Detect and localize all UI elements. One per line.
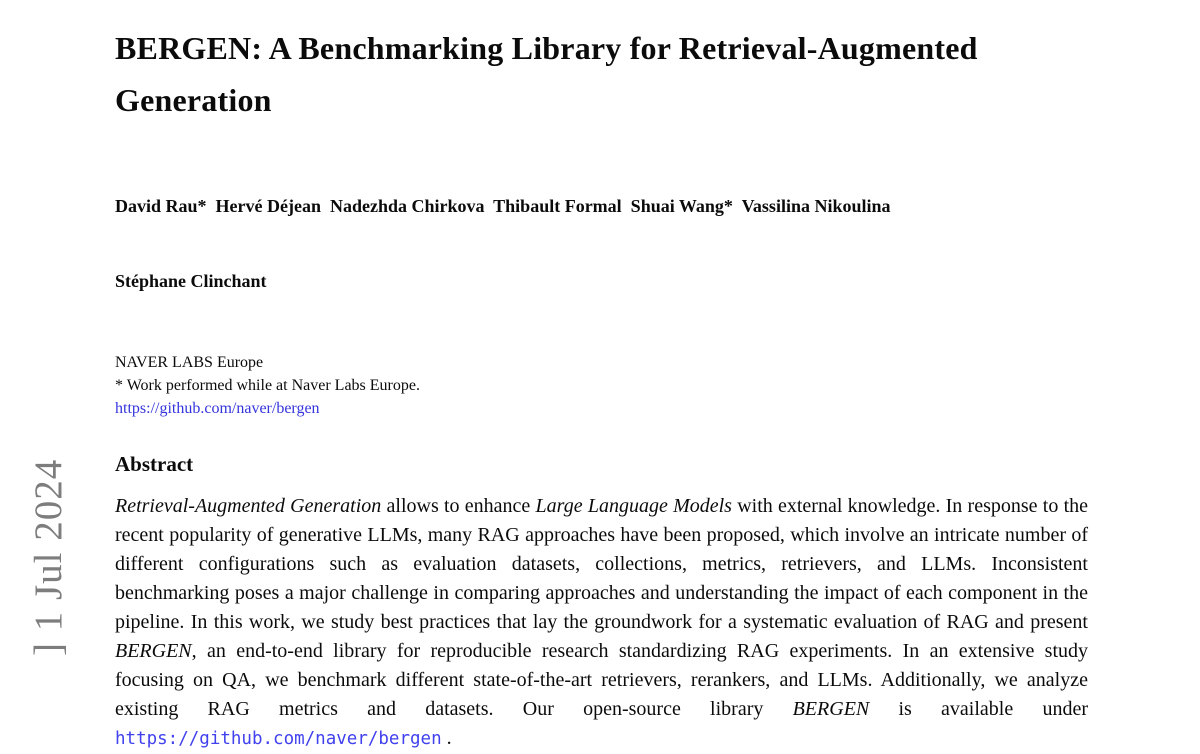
abstract-segment: Retrieval-Augmented Generation <box>115 495 382 517</box>
author-line-1: David Rau* Hervé Déjean Nadezhda Chirkova Thibault Formal Shuai Wang* Vassilina Nikoulina <box>115 196 891 216</box>
paper-title: BERGEN: A Benchmarking Library for Retrieval-Augmented Generation <box>115 30 978 118</box>
abstract-segment: allows to enhance <box>381 495 536 517</box>
abstract-segment: BERGEN <box>115 640 192 662</box>
author-line-2: Stéphane Clinchant <box>115 271 267 291</box>
abstract-github-link[interactable]: https://github.com/naver/bergen <box>115 729 442 749</box>
abstract-segment: is available under <box>869 698 1088 720</box>
affiliation: NAVER LABS Europe <box>115 354 264 371</box>
abstract-segment: . <box>441 727 452 749</box>
author-footnote: * Work performed while at Naver Labs Europe. <box>115 377 420 394</box>
abstract-segment: with external knowledge. In response to the recent popularity of generative LLMs, many RAG approaches have been proposed, which involve an intricate number of different configurations such as evaluation datasets, collections, metrics, retrievers, and LLMs. Inconsistent benchmarking poses a major challenge in comparing approaches and understanding the impact of each component in the pipeline. In this work, we study best practices that lay the groundwork for a systematic evaluation of RAG and present <box>115 495 1089 633</box>
abstract-text <box>115 492 1088 754</box>
github-link[interactable]: https://github.com/naver/bergen <box>115 400 320 417</box>
arxiv-date-stamp: ] 1 Jul 2024 <box>27 458 70 656</box>
abstract-segment: BERGEN <box>792 698 870 720</box>
abstract-segment: , an end-to-end library for reproducible research standardizing RAG experiments. In an extensive study focusing on QA, we benchmark different state-of-the-art retrievers, rerankers, and LLMs. Additionally, we analyze existing RAG metrics and datasets. Our open-source library <box>115 640 1088 720</box>
author-list <box>115 144 1088 344</box>
paper-page <box>115 22 1088 754</box>
abstract-heading: Abstract <box>115 452 194 476</box>
abstract-segment: Large Language Models <box>535 495 732 517</box>
